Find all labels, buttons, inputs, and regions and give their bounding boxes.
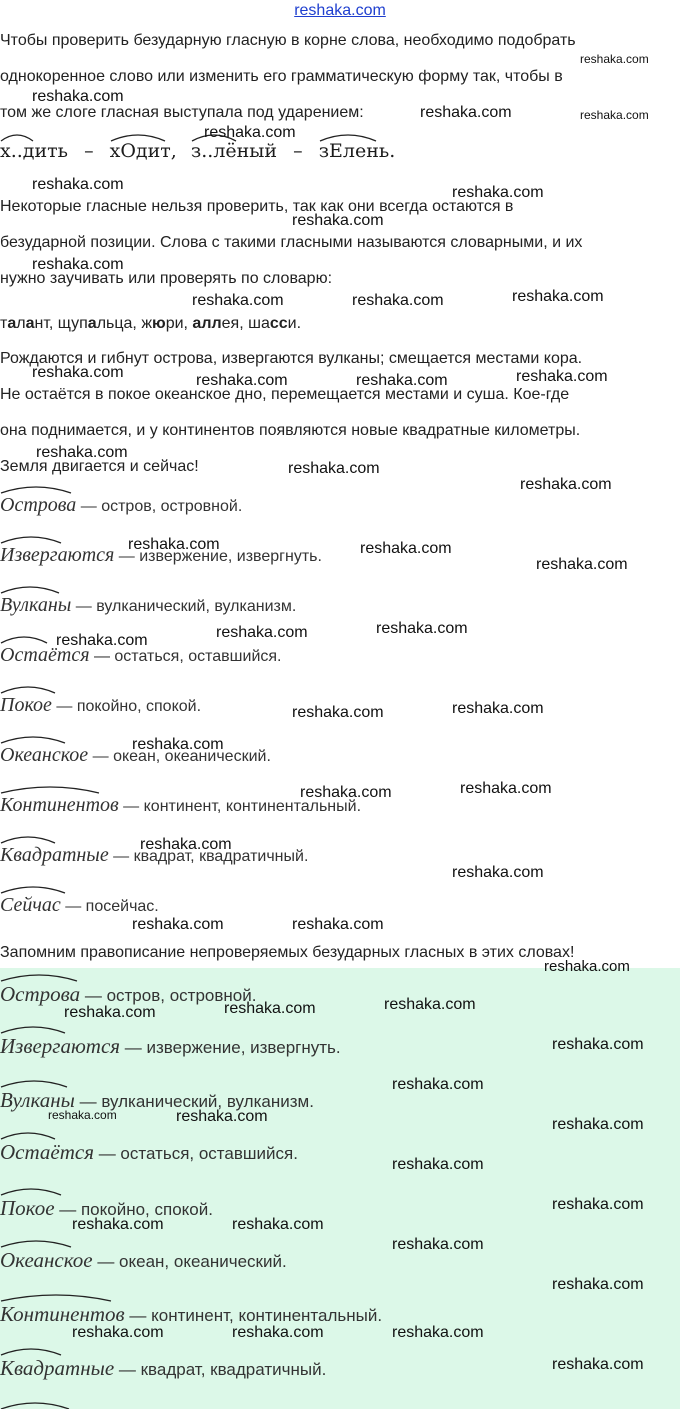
root-arc-icon — [0, 482, 72, 494]
root-arc-icon — [0, 882, 66, 894]
text-line: однокоренное слово или изменить его грамматическую форму так, чтобы в — [0, 68, 563, 85]
watermark: reshaka.com — [224, 1000, 316, 1017]
text-line: Чтобы проверить безударную гласную в корне слова, необходимо подобрать — [0, 32, 576, 49]
word-item: Извергаются — извержение, извергнуть. — [0, 1034, 341, 1059]
watermark: reshaka.com — [216, 624, 308, 641]
watermark: reshaka.com — [72, 1216, 164, 1233]
watermark: reshaka.com — [204, 124, 296, 141]
site-header — [0, 2, 680, 20]
word-item: Остаётся — остаться, оставшийся. — [0, 644, 281, 667]
root-arc-icon — [0, 1236, 72, 1248]
word-item: Континентов — континент, континентальный. — [0, 794, 361, 817]
watermark: reshaka.com — [32, 88, 124, 105]
word-item: Извергаются — извержение, извергнуть. — [0, 544, 322, 567]
root-arc-icon — [0, 832, 56, 844]
root-arc-icon — [0, 1022, 66, 1034]
watermark: reshaka.com — [460, 780, 552, 797]
watermark: reshaka.com — [356, 372, 448, 389]
root-arc-icon — [0, 532, 62, 544]
root-arc-icon — [0, 632, 48, 644]
word-item: Океанское — океан, океанический. — [0, 744, 271, 767]
root-arc-icon — [110, 130, 166, 142]
root-arc-icon — [0, 1076, 68, 1088]
text-line: Запомним правописание непроверяемых безударных гласных в этих словах! — [0, 944, 575, 961]
word-item: Острова — остров, островной. — [0, 494, 242, 517]
root-arc-icon — [0, 582, 60, 594]
watermark: reshaka.com — [452, 864, 544, 881]
watermark: reshaka.com — [552, 1356, 644, 1373]
watermark: reshaka.com — [232, 1324, 324, 1341]
word-item: Остаётся — остаться, оставшийся. — [0, 1140, 298, 1165]
watermark: reshaka.com — [536, 556, 628, 573]
word-item: Континентов — континент, континентальный. — [0, 1302, 382, 1327]
word-item: Квадратные — квадрат, квадратичный. — [0, 1356, 326, 1381]
watermark: reshaka.com — [64, 1004, 156, 1021]
watermark: reshaka.com — [452, 184, 544, 201]
text-line: нужно заучивать или проверять по словарю: — [0, 270, 333, 287]
text-line: Земля двигается и сейчас! — [0, 458, 199, 475]
watermark: reshaka.com — [128, 536, 220, 553]
root-arc-icon — [0, 732, 66, 744]
example-word: з..лёный — [191, 140, 277, 162]
watermark: reshaka.com — [32, 176, 124, 193]
example-word: зЕлень. — [319, 140, 396, 162]
watermark: reshaka.com — [352, 292, 444, 309]
text-line: Не остаётся в покое океанское дно, перемещается местами и суша. Кое-где — [0, 386, 570, 403]
watermark: reshaka.com — [56, 632, 148, 649]
watermark: reshaka.com — [140, 836, 232, 853]
watermark: reshaka.com — [516, 368, 608, 385]
text-line: безударной позиции. Слова с такими гласными называются словарными, и их — [0, 234, 583, 251]
word-item: Сейчас — посейчас. — [0, 894, 159, 917]
watermark: reshaka.com — [520, 476, 612, 493]
watermark: reshaka.com — [132, 916, 224, 933]
example-word: хОдит, — [110, 140, 177, 162]
watermark: reshaka.com — [292, 916, 384, 933]
root-arc-icon — [0, 782, 100, 794]
root-arc-icon — [0, 970, 78, 982]
root-arc-icon — [0, 1344, 62, 1356]
watermark: reshaka.com — [552, 1196, 644, 1213]
watermark: reshaka.com — [392, 1236, 484, 1253]
watermark: reshaka.com — [32, 364, 124, 381]
watermark: reshaka.com — [292, 212, 384, 229]
watermark: reshaka.com — [452, 700, 544, 717]
text-line: том же слоге гласная выступала под ударением: — [0, 104, 364, 121]
watermark: reshaka.com — [292, 704, 384, 721]
watermark: reshaka.com — [36, 444, 128, 461]
root-arc-icon — [319, 130, 377, 142]
watermark: reshaka.com — [176, 1108, 268, 1125]
root-arc-icon — [0, 1290, 112, 1302]
word-item: Вулканы — вулканический, вулканизм. — [0, 594, 296, 617]
watermark: reshaka.com — [32, 256, 124, 273]
watermark: reshaka.com — [360, 540, 452, 557]
example-line: х..дить – хОдит, з..лёный – зЕлень. — [0, 140, 395, 162]
root-arc-icon — [0, 1184, 62, 1196]
watermark: reshaka.com — [392, 1156, 484, 1173]
example-word: х..дить — [0, 140, 68, 162]
text-line: она поднимается, и у континентов появляются новые квадратные километры. — [0, 422, 581, 439]
watermark: reshaka.com — [232, 1216, 324, 1233]
watermark: reshaka.com — [72, 1324, 164, 1341]
text-line: Некоторые гласные нельзя проверить, так как они всегда остаются в — [0, 198, 514, 215]
watermark: reshaka.com — [376, 620, 468, 637]
watermark: reshaka.com — [132, 736, 224, 753]
root-arc-icon — [0, 682, 56, 694]
word-item: Покое — покойно, спокой. — [0, 694, 201, 717]
word-item: Квадратные — квадрат, квадратичный. — [0, 844, 308, 867]
word-item: Вулканы — вулканический, вулканизм. — [0, 1088, 314, 1113]
watermark: reshaka.com — [420, 104, 512, 121]
text-line: Рождаются и гибнут острова, извергаются вулканы; смещается местами кора. — [0, 350, 583, 367]
watermark: reshaka.com — [512, 288, 604, 305]
word-item: Острова — остров, островной. — [0, 982, 256, 1007]
watermark: reshaka.com — [300, 784, 392, 801]
dictionary-words: талант, щупальца, жюри, аллея, шасси. — [0, 315, 302, 332]
watermark: reshaka.com — [288, 460, 380, 477]
watermark: reshaka.com — [384, 996, 476, 1013]
watermark: reshaka.com — [48, 1108, 117, 1122]
word-item: Покое — покойно, спокой. — [0, 1196, 213, 1221]
watermark: reshaka.com — [192, 292, 284, 309]
watermark: reshaka.com — [392, 1076, 484, 1093]
root-arc-icon — [0, 130, 34, 142]
watermark: reshaka.com — [392, 1324, 484, 1341]
watermark: reshaka.com — [580, 52, 649, 66]
watermark: reshaka.com — [196, 372, 288, 389]
watermark: reshaka.com — [552, 1116, 644, 1133]
root-arc-icon — [0, 1128, 56, 1140]
root-arc-icon — [0, 1398, 70, 1409]
watermark: reshaka.com — [580, 108, 649, 122]
word-item: Океанское — океан, океанический. — [0, 1248, 287, 1273]
watermark: reshaka.com — [552, 1276, 644, 1293]
watermark: reshaka.com — [552, 1036, 644, 1053]
site-link[interactable]: reshaka.com — [294, 2, 386, 19]
watermark: reshaka.com — [544, 958, 630, 975]
